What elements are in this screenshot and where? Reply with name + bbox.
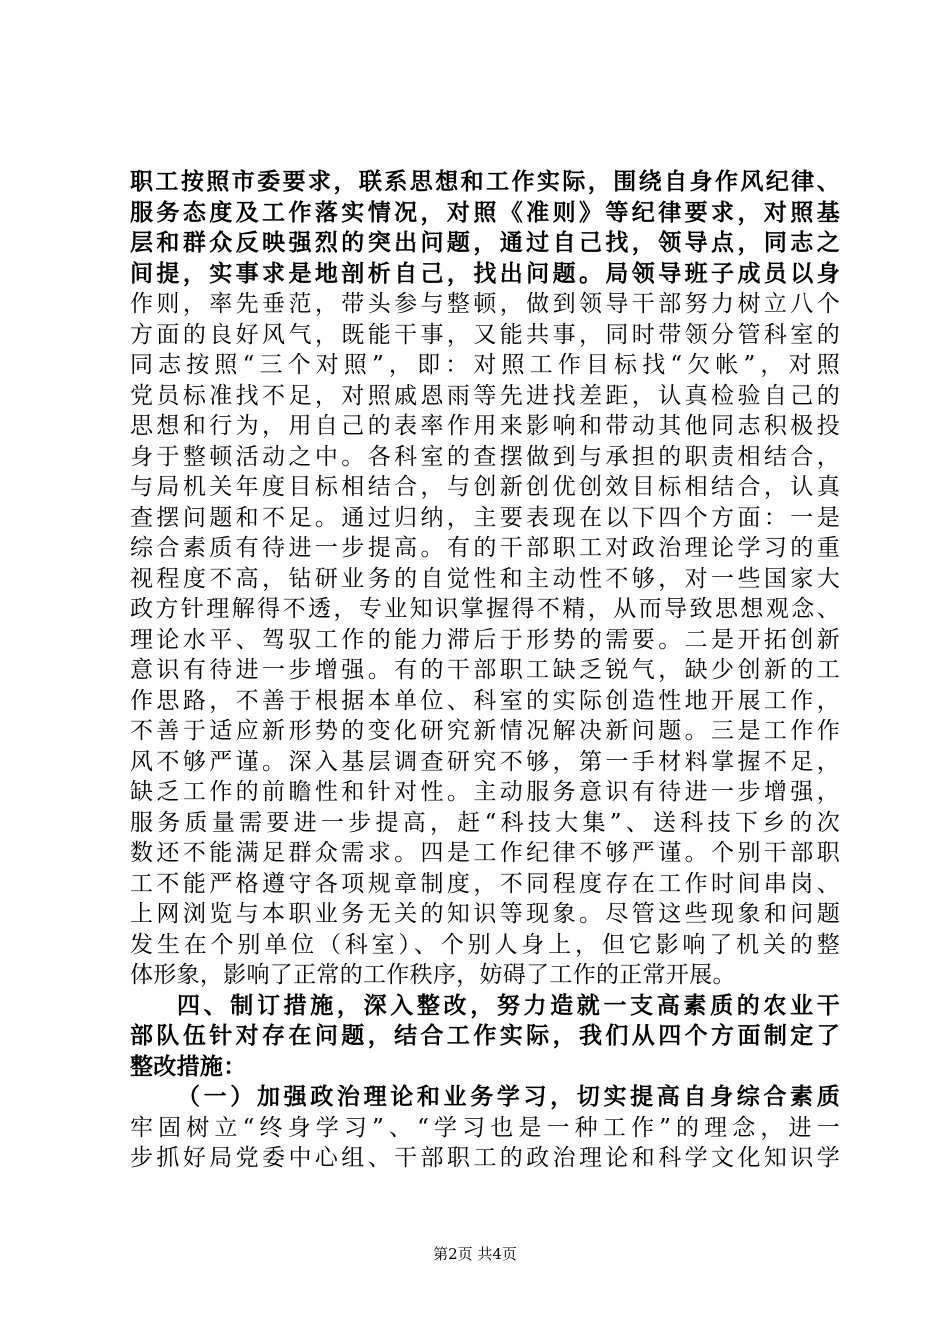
body-line: 服务态度及工作落实情况，对照《准则》等纪律要求，对照基 [130, 198, 840, 226]
body-line: 步抓好局党委中心组、干部职工的政治理论和科学文化知识学 [130, 1145, 840, 1171]
body-line: 缺乏工作的前瞻性和针对性。主动服务意识有待进一步增强， [130, 779, 840, 805]
body-line: 职工按照市委要求，联系思想和工作实际，围绕自身作风纪律、 [130, 168, 840, 195]
body-line: 间提，实事求是地剖析自己，找出问题。局领导班子成员以身 [130, 259, 840, 287]
body-line: 体形象，影响了正常的工作秩序，妨碍了工作的正常开展。 [130, 962, 736, 988]
body-line: 不善于适应新形势的变化研究新情况解决新问题。三是工作作 [130, 718, 840, 744]
body-line: 方面的良好风气，既能干事，又能共事，同时带领分管科室的 [130, 321, 840, 348]
body-line: 视程度不高，钻研业务的自觉性和主动性不够，对一些国家大 [130, 565, 840, 592]
body-line: 作思路，不善于根据本单位、科室的实际创造性地开展工作， [130, 687, 840, 714]
page-number-label: 第2页 共4页 [433, 1245, 517, 1263]
body-line: 查摆问题和不足。通过归纳，主要表现在以下四个方面：一是 [130, 504, 840, 531]
body-line: 发生在个别单位（科室）、个别人身上，但它影响了机关的整 [130, 931, 840, 958]
body-line: 上网浏览与本职业务无关的知识等现象。尽管这些现象和问题 [130, 901, 840, 927]
section-heading-continued: 整改措施： [130, 1052, 247, 1080]
body-line: 党员标准找不足，对照戚恩雨等先进找差距，认真检验自己的 [130, 382, 840, 409]
body-line: 理论水平、驾驭工作的能力滞后于形势的需要。二是开拓创新 [130, 626, 840, 653]
body-line: 思想和行为，用自己的表率作用来影响和带动其他同志积极投 [130, 413, 840, 439]
body-line: 作则，率先垂范，带头参与整顿，做到领导干部努力树立八个 [130, 291, 840, 317]
subsection-heading: （一）加强政治理论和业务学习，切实提高自身综合素质 [177, 1083, 840, 1110]
document-body [130, 167, 840, 1174]
body-line: 数还不能满足群众需求。四是工作纪律不够严谨。个别干部职 [130, 840, 840, 866]
body-line: 风不够严谨。深入基层调查研究不够，第一手材料掌握不足， [130, 748, 840, 775]
body-line: 层和群众反映强烈的突出问题，通过自己找，领导点，同志之 [130, 229, 840, 256]
page-footer [0, 1243, 950, 1264]
body-line: 意识有待进一步增强。有的干部职工缺乏锐气，缺少创新的工 [130, 657, 840, 683]
body-line: 身于整顿活动之中。各科室的查摆做到与承担的职责相结合， [130, 443, 840, 470]
body-line: 牢固树立“终身学习”、“学习也是一种工作”的理念，进一 [130, 1114, 840, 1141]
body-line: 服务质量需要进一步提高，赶“科技大集”、送科技下乡的次 [130, 809, 840, 836]
body-line: 与局机关年度目标相结合，与创新创优创效目标相结合，认真 [130, 474, 840, 500]
body-line: 工不能严格遵守各项规章制度，不同程度存在工作时间串岗、 [130, 870, 840, 897]
body-line: 政方针理解得不透，专业知识掌握得不精，从而导致思想观念、 [130, 596, 840, 622]
section-heading-continued: 部队伍针对存在问题，结合工作实际，我们从四个方面制定了 [130, 1022, 840, 1049]
section-heading: 四、制订措施，深入整改，努力造就一支高素质的农业干 [177, 991, 840, 1019]
body-line: 同志按照“三个对照”，即：对照工作目标找“欠帐”，对照 [130, 352, 840, 378]
body-line: 综合素质有待进一步提高。有的干部职工对政治理论学习的重 [130, 535, 840, 561]
